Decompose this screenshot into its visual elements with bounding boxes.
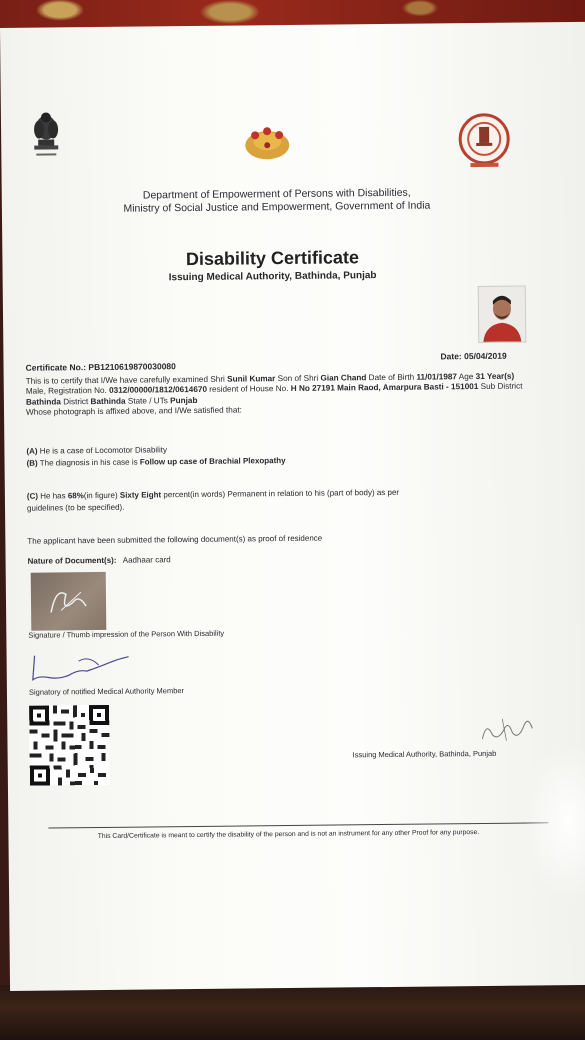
department-line-2: Ministry of Social Justice and Empowerment, Government of India xyxy=(123,199,431,215)
certificate-date-value: 05/04/2019 xyxy=(464,350,507,362)
body-text: Son of Shri xyxy=(275,373,321,384)
photograph-statement: Whose photograph is affixed above, and I/We satisfied that: xyxy=(25,405,242,417)
certification-paragraph xyxy=(26,371,531,418)
person-photo-icon xyxy=(479,287,526,342)
clause-b-label: (B) xyxy=(26,458,38,468)
clause-c-label: (C) xyxy=(26,491,39,501)
certificate-number xyxy=(26,361,176,373)
body-text: Sub District xyxy=(478,381,523,392)
residence-statement: The applicant have been submitted the following document(s) as proof of residence xyxy=(27,533,323,546)
certificate-date-label: Date: xyxy=(440,351,462,362)
body-text: District xyxy=(60,396,91,407)
date-of-birth: 11/01/1987 xyxy=(416,372,458,382)
clause-a-label: (A) xyxy=(26,446,38,456)
applicant-name: Sunil Kumar xyxy=(227,374,276,384)
disability-percentage: 68% xyxy=(67,491,84,501)
document-label: Nature of Document(s): xyxy=(27,555,117,566)
qr-code-icon xyxy=(29,705,110,786)
body-text: Age xyxy=(456,372,476,382)
clause-c-continued: guidelines (to be specified). xyxy=(26,502,125,513)
certificate-number-value: PB1210619870030080 xyxy=(88,361,176,373)
document-value: Aadhaar card xyxy=(122,555,171,565)
applicant-photo xyxy=(478,286,527,343)
clause-b xyxy=(27,456,286,468)
sub-district: Bathinda xyxy=(25,397,61,407)
registration-number: 0312/00000/1812/0614670 xyxy=(109,385,208,396)
disability-percentage-words: Sixty Eight xyxy=(119,490,162,500)
body-text: Date of Birth xyxy=(366,372,417,383)
person-signature-caption: Signature / Thumb impression of the Person With Disability xyxy=(28,628,225,640)
body-text: State / UTs xyxy=(125,396,171,406)
clause-b-text: The diagnosis in his case is xyxy=(37,457,140,468)
body-text: resident of House No. xyxy=(206,384,291,395)
certificate-title: Disability Certificate xyxy=(185,247,360,270)
residence-document xyxy=(28,555,171,565)
state: Punjab xyxy=(170,395,198,406)
department-heading xyxy=(97,186,457,216)
light-glare xyxy=(523,742,585,903)
clause-c-text: (in figure) xyxy=(83,490,120,501)
house-address: H No 27191 Main Raod, Amarpura Basti - 151001 xyxy=(290,382,479,394)
member-signature-caption: Signatory of notified Medical Authority Member xyxy=(28,686,185,697)
clause-a xyxy=(26,445,167,455)
district: Bathinda xyxy=(90,396,126,406)
applicant-signature-image xyxy=(31,572,107,631)
certificate-document xyxy=(0,22,585,991)
clause-c-text: percent(in words) Permanent in relation to his (part of body) as per xyxy=(161,487,400,500)
state-seal-icon xyxy=(456,111,513,174)
body-text: This is to certify that I/We have carefully examined Shri xyxy=(25,374,228,386)
applicant-age: 31 Year(s) xyxy=(475,371,515,382)
member-signature-icon xyxy=(28,647,138,688)
department-logo-icon xyxy=(239,123,295,164)
certificate-number-label: Certificate No.: xyxy=(25,362,87,373)
clause-c-text: He has xyxy=(37,491,68,501)
clause-c xyxy=(27,488,399,501)
national-emblem-icon xyxy=(26,105,67,167)
authority-caption: Issuing Medical Authority, Bathinda, Punjab xyxy=(352,748,497,760)
department-line-1: Department of Empowerment of Persons with Disabilities, xyxy=(142,186,411,202)
footer-note: This Card/Certificate is meant to certify the disability of the person and is not an instrument for any other Proof for any purpose. xyxy=(97,829,480,841)
signature-icon xyxy=(31,572,107,631)
certificate-date xyxy=(440,351,506,362)
father-name: Gian Chand xyxy=(320,373,367,383)
certificate-subtitle: Issuing Medical Authority, Bathinda, Punjab xyxy=(168,270,377,284)
body-text: Male, Registration No. xyxy=(25,386,110,397)
diagnosis: Follow up case of Brachial Plexopathy xyxy=(139,456,286,467)
background-fabric-bottom xyxy=(0,985,585,1040)
clause-a-text: He is a case of Locomotor Disability xyxy=(37,445,167,456)
